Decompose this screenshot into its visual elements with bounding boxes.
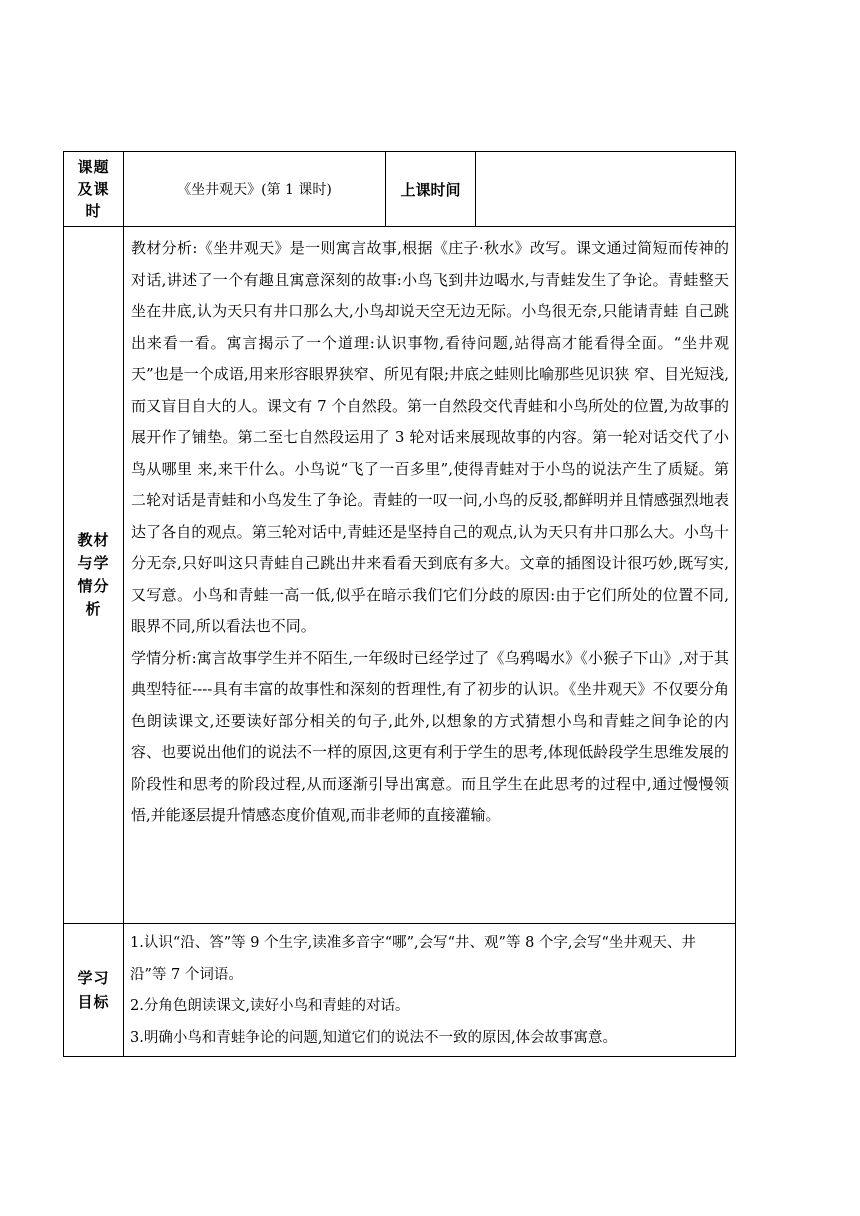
analysis-content <box>124 227 736 924</box>
goals-row <box>64 924 736 1057</box>
analysis-label <box>64 227 124 924</box>
lesson-title: 《坐井观天》(第 1 课时) <box>124 152 386 227</box>
goals-label <box>64 924 124 1057</box>
student-analysis-paragraph: 学情分析:寓言故事学生并不陌生,一年级时已经学过了《乌鸦喝水》《小猴子下山》,对于其典型特征----具有丰富的故事性和深刻的哲理性,有了初步的认识。《坐井观天》不仅要分角色朗读课文,还要读好部分相关的句子,此外,以想象的方式猜想小鸟和青蛙之间争论的内容、也要说出他们的说法不一样的原因,这更有利于学生的思考,体现低龄段学生思维发展的阶段性和思考的阶段过程,从而逐渐引导出寓意。而且学生在此思考的过程中,通过慢慢领悟,并能逐层提升情感态度价值观,而非老师的直接灌输。 <box>131 648 729 824</box>
analysis-row <box>64 227 736 924</box>
goal-item: 2.分角色朗读课文,读好小鸟和青蛙的对话。 <box>130 998 410 1014</box>
lesson-title-label-text: 课题及课时 <box>77 158 110 220</box>
goals-content <box>124 924 736 1057</box>
lesson-title-row <box>64 152 736 227</box>
lesson-plan-table <box>63 151 736 1057</box>
class-time-value <box>476 152 736 227</box>
goals-label-text: 学习目标 <box>77 969 110 1011</box>
goal-item: 1.认识“沿、答”等 9 个生字,读准多音字“哪”,会写“井、观”等 8 个字,会写“坐井观天、井沿”等 7 个词语。 <box>130 935 696 983</box>
class-time-label: 上课时间 <box>386 152 476 227</box>
goal-item: 3.明确小鸟和青蛙争论的问题,知道它们的说法不一致的原因,体会故事寓意。 <box>130 1029 618 1046</box>
textbook-analysis-paragraph: 教材分析:《坐井观天》是一则寓言故事,根据《庄子·秋水》改写。课文通过简短而传神的对话,讲述了一个有趣且寓意深刻的故事:小鸟飞到井边喝水,与青蛙发生了争论。青蛙整天坐在井底,认为天只有井口那么大,小鸟却说天空无边无际。小鸟很无奈,只能请青蛙 自己跳出来看一看。寓言揭示了一个道理:认识事物,看待问题,站得高才能看得全面。“坐井观天”也是一个成语,用来形容眼界狭窄、所见有限;井底之蛙则比喻那些见识狭 窄、目光短浅,而又盲目自大的人。课文有 7 个自然段。第一自然段交代青蛙和小鸟所处的位置,为故事的展开作了铺垫。第二至七自然段运用了 3 轮对话来展现故事的内容。第一轮对话交代了小鸟从哪里 来,来干什么。小鸟说“飞了一百多里”,使得青蛙对于小鸟的说法产生了质疑。第二轮对话是青蛙和小鸟发生了争论。青蛙的一叹一问,小鸟的反驳,都鲜明并且情感强烈地表 达了各自的观点。第三轮对话中,青蛙还是坚持自己的观点,认为天只有井口那么大。小鸟十分无奈,只好叫这只青蛙自己跳出井来看看天到底有多大。文章的插图设计很巧妙,既写实,又写意。小鸟和青蛙一高一低,似乎在暗示我们它们分歧的原因:由于它们所处的位置不同,眼界不同,所以看法也不同。 <box>131 239 729 635</box>
lesson-title-label <box>64 152 124 227</box>
analysis-label-text: 教材与学情分析 <box>77 531 110 618</box>
